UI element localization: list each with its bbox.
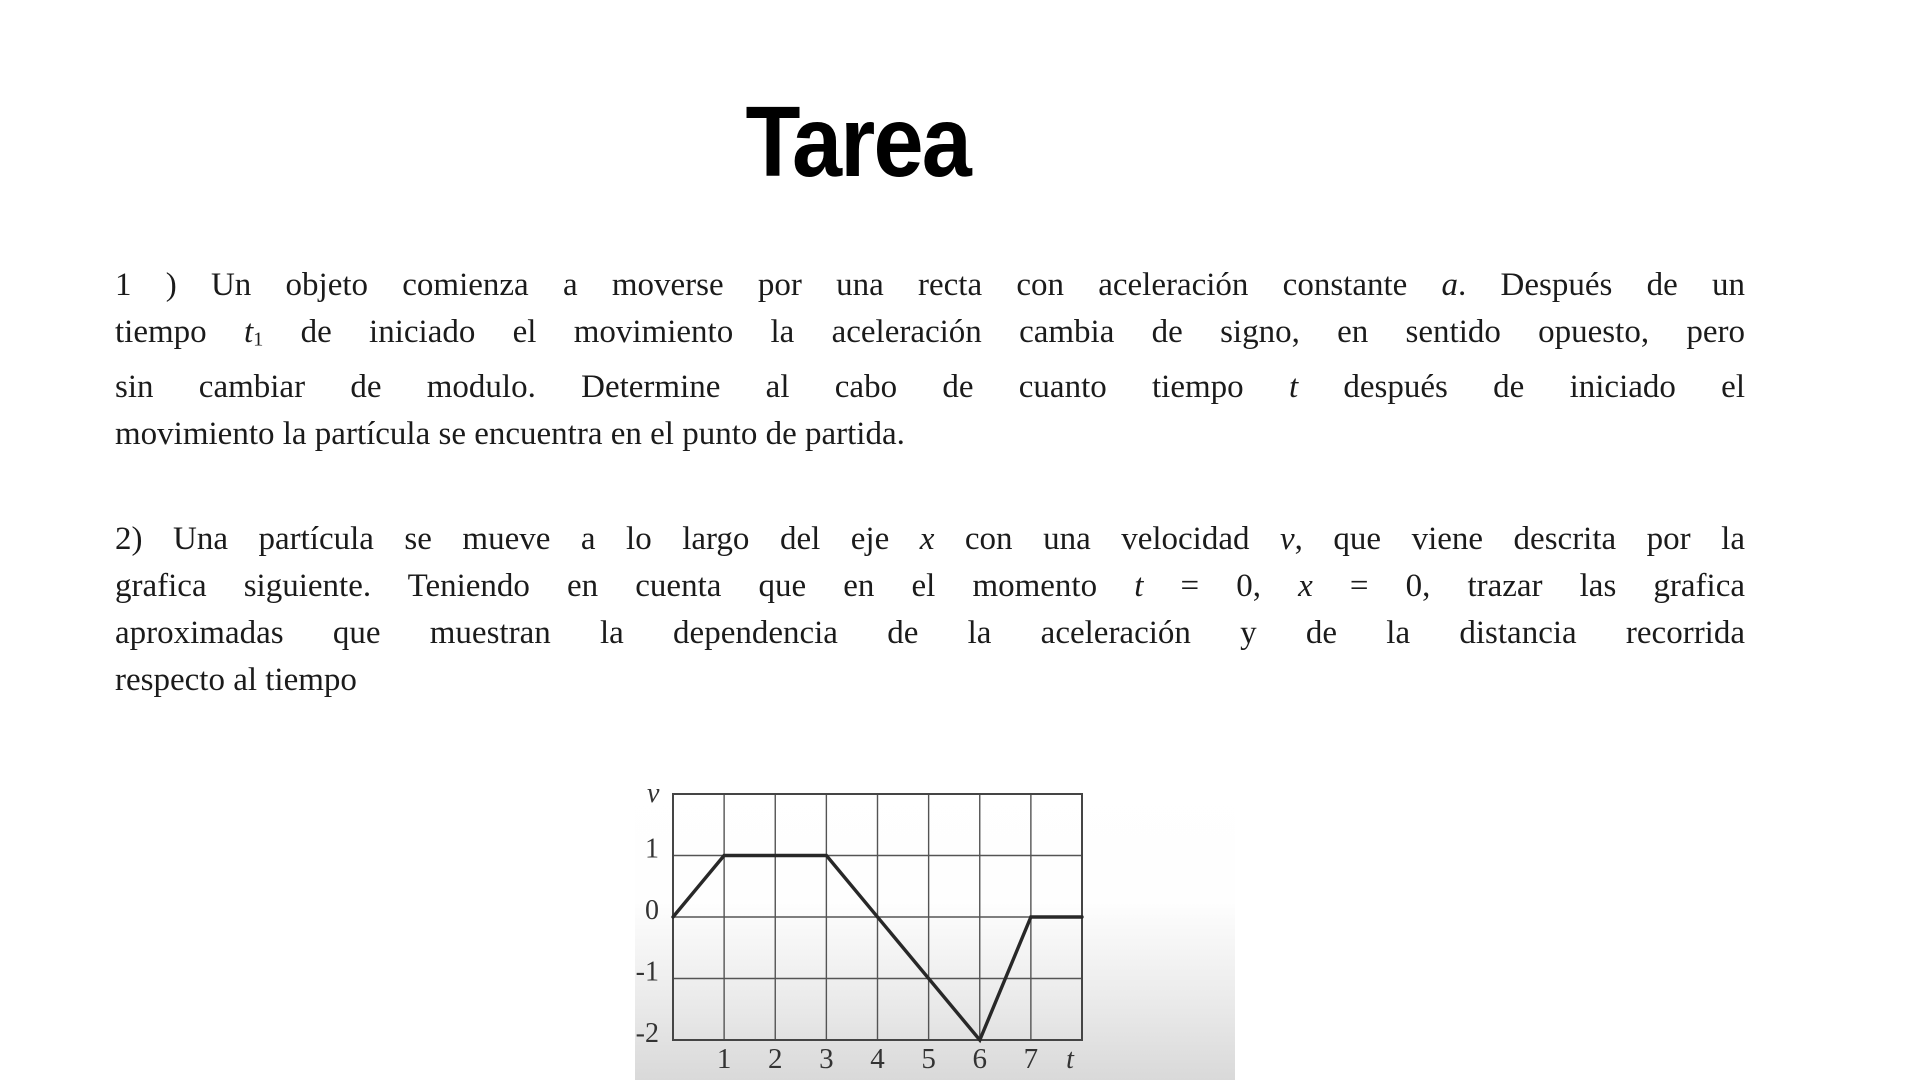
- x-tick-label: 6: [972, 1043, 987, 1075]
- text-segment: 1 ) Un objeto comienza a moverse por una recta con aceleración constante: [115, 267, 1442, 303]
- text-segment: sin cambiar de modulo. Determine al cabo de cuanto tiempo: [115, 368, 1289, 405]
- page-title: Tarea: [745, 86, 971, 198]
- text-line: [115, 657, 1745, 704]
- x-tick-label: 7: [1023, 1043, 1039, 1075]
- text-segment: , que viene descrita por la: [1294, 520, 1745, 557]
- text-line: [115, 610, 1745, 657]
- text-segment: . Después de un: [1458, 267, 1745, 303]
- text-segment: t: [1134, 567, 1144, 604]
- text-segment: aproximadas que muestran la dependencia de la aceleración y de la distancia recorrida: [115, 614, 1745, 651]
- text-line: [115, 364, 1745, 411]
- text-segment: grafica siguiente. Teniendo en cuenta que en el momento: [115, 567, 1135, 604]
- text-segment: t: [243, 314, 254, 350]
- text-segment: x: [1298, 567, 1313, 604]
- y-tick-label: -1: [635, 956, 659, 988]
- text-segment: = 0, trazar las grafica: [1312, 567, 1745, 604]
- text-segment: respecto al tiempo: [115, 661, 357, 698]
- text-segment: a: [1441, 267, 1459, 303]
- y-tick-label: 1: [645, 833, 659, 865]
- x-tick-label: 1: [716, 1043, 732, 1075]
- y-tick-label: -2: [635, 1018, 659, 1049]
- text-line: [115, 262, 1745, 309]
- text-segment: x: [919, 520, 935, 557]
- text-segment: de iniciado el movimiento la aceleración cambia de signo, en sentido opuesto, pero: [263, 314, 1745, 350]
- problem-1-text: [115, 262, 1745, 458]
- text-segment: después de iniciado el: [1298, 368, 1745, 405]
- text-line: [115, 309, 1745, 364]
- x-tick-label: 3: [819, 1043, 834, 1075]
- text-segment: t: [1288, 368, 1299, 405]
- text-segment: 2) Una partícula se mueve a lo largo del eje: [115, 520, 920, 557]
- x-tick-label: 4: [870, 1043, 885, 1075]
- text-segment: con una velocidad: [934, 520, 1281, 557]
- page-title-row: [0, 86, 1716, 198]
- text-line: [115, 411, 1745, 458]
- y-tick-label: 0: [645, 895, 659, 926]
- x-tick-label: 2: [768, 1043, 783, 1075]
- problems-text-block: [115, 262, 1745, 704]
- velocity-figure: [635, 772, 1235, 1080]
- x-axis-label: t: [1066, 1044, 1074, 1075]
- velocity-chart-svg: [635, 772, 1235, 1080]
- text-line: [115, 563, 1745, 610]
- text-segment: movimiento la partícula se encuentra en el punto de partida.: [115, 415, 905, 452]
- text-segment: 1: [253, 328, 264, 351]
- text-segment: v: [1280, 520, 1295, 557]
- y-axis-label: v: [647, 778, 660, 809]
- problem-2-text: [115, 516, 1745, 704]
- text-segment: = 0,: [1143, 567, 1299, 604]
- text-segment: tiempo: [115, 314, 244, 350]
- text-line: [115, 516, 1745, 563]
- x-tick-label: 5: [921, 1043, 936, 1075]
